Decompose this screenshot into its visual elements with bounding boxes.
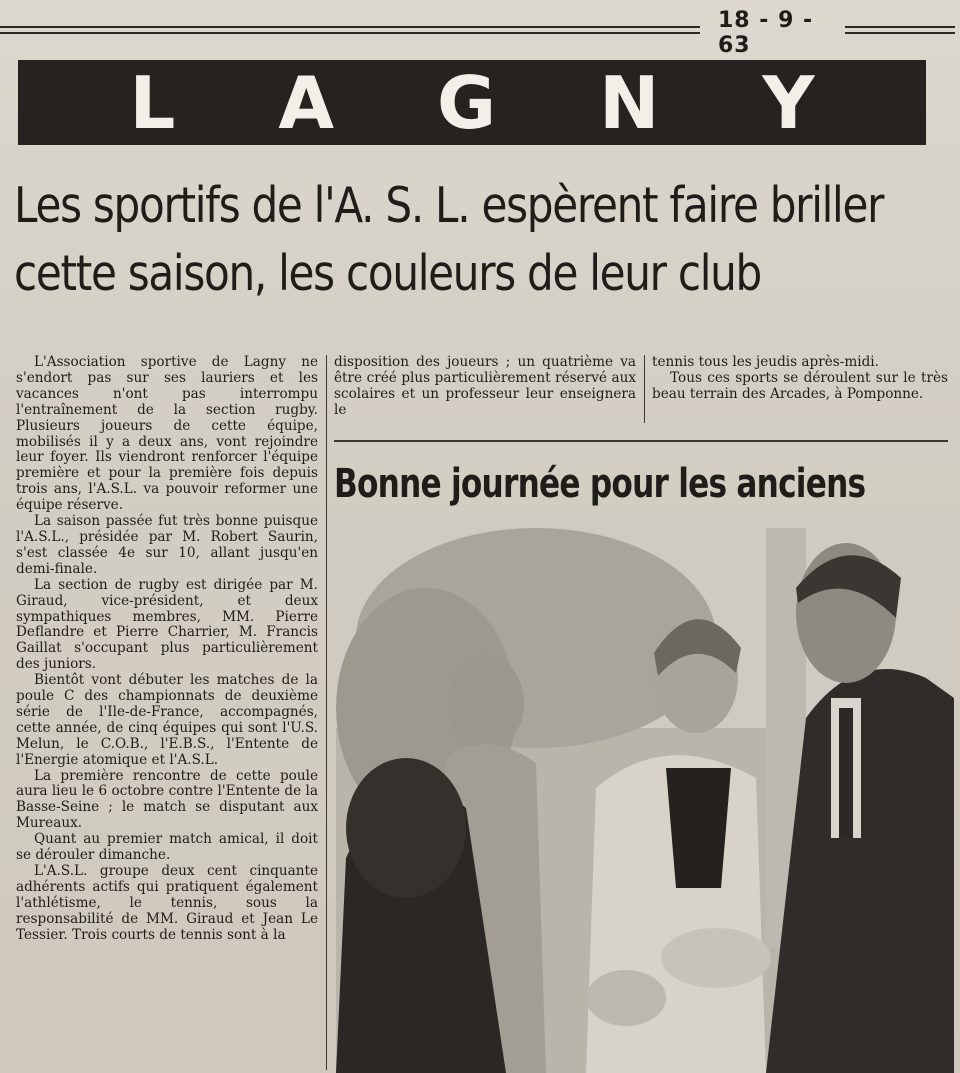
article-column-2 — [334, 355, 636, 419]
article-paragraph: La première rencontre de cette poule aura lieu le 6 octobre contre l'Entente de la Basse-Seine ; le match se disputant aux Mureaux. — [16, 767, 318, 832]
article-paragraph: L'A.S.L. groupe deux cent cinquante adhérents actifs qui pratiquent également l'athlétisme, le tennis, sous la responsabilité de MM. Giraud et Jean Le Tessier. Trois courts de tennis sont à la — [16, 863, 318, 943]
masthead-letter: N — [599, 60, 660, 145]
main-headline — [14, 172, 884, 308]
article-paragraph: Tous ces sports se déroulent sur le très beau terrain des Arcades, à Pomponne. — [652, 369, 948, 402]
headline-line-1: Les sportifs de l'A. S. L. espèrent faire briller — [14, 177, 884, 234]
issue-date: 18 - 9 - 63 — [718, 8, 814, 58]
date-rule-right — [845, 18, 955, 42]
article-paragraph: tennis tous les jeudis après-midi. — [652, 354, 879, 370]
article-paragraph: Bientôt vont débuter les matches de la poule C des championnats de deuxième série de l'Ile-de-France, accompagnés, cette année, de cinq équipes qui sont l'U.S. Melun, le C.O.B., l'E.B.S., l'Entente de l'Energie atomique et l'A.S.L. — [16, 672, 318, 768]
masthead-letter: L — [129, 60, 176, 145]
column-divider — [644, 355, 645, 423]
article-column-1 — [16, 355, 318, 944]
article-paragraph: L'Association sportive de Lagny ne s'endort pas sur ses lauriers et les vacances n'ont pas interrompu l'entraînement de la section rugby. Plusieurs joueurs de cette équipe, mobilisés il y a deux ans, vont rejoindre leur foyer. Ils viendront renforcer l'équipe première et pour la première fois depuis trois ans, l'A.S.L. va pouvoir reformer une équipe réserve. — [16, 354, 318, 514]
article-paragraph: La saison passée fut très bonne puisque l'A.S.L., présidée par M. Robert Saurin, s'est classée 4e sur 10, allant jusqu'en demi-finale. — [16, 513, 318, 577]
news-photo — [336, 528, 954, 1073]
section-divider — [334, 440, 948, 442]
masthead-letter: Y — [762, 60, 815, 145]
secondary-headline: Bonne journée pour les anciens — [334, 461, 866, 507]
column-divider — [326, 355, 327, 1070]
masthead-letter: A — [278, 60, 335, 145]
headline-line-2: cette saison, les couleurs de leur club — [14, 245, 762, 302]
masthead-letter: G — [437, 60, 497, 145]
article-paragraph: La section de rugby est dirigée par M. Giraud, vice-président, et deux sympathiques membres, MM. Pierre Deflandre et Pierre Charrier, M. Francis Gaillat s'occupant plus particulièrement des juniors. — [16, 576, 318, 673]
article-column-3 — [652, 355, 948, 403]
masthead-banner — [18, 60, 926, 145]
article-paragraph: disposition des joueurs ; un quatrième va être créé plus particulièrement réservé aux scolaires et un professeur leur enseignera le — [334, 354, 636, 418]
article-paragraph: Quant au premier match amical, il doit se dérouler dimanche. — [16, 831, 318, 864]
date-rule-left — [0, 18, 700, 42]
